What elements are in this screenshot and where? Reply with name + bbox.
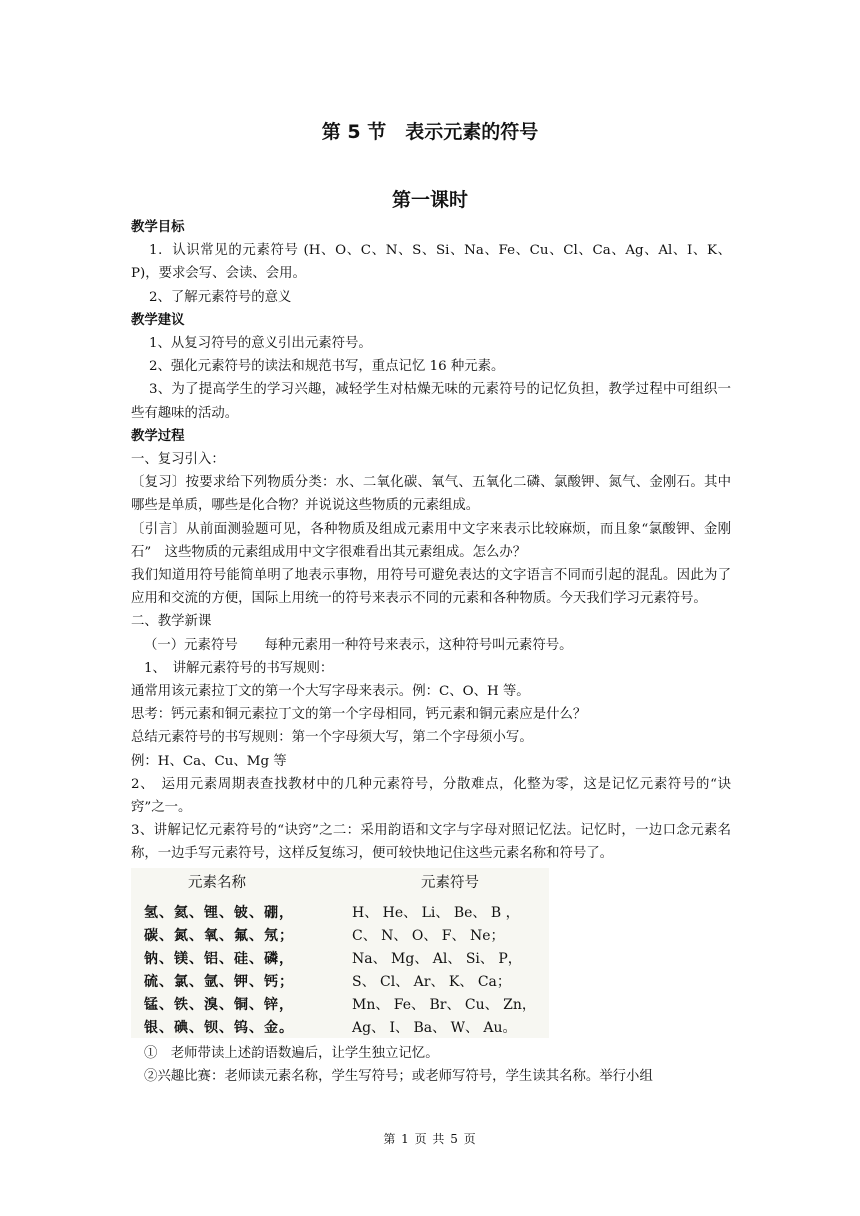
- goal-2: 2、了解元素符号的意义: [149, 289, 292, 305]
- thinking-question: 思考：钙元素和铜元素拉丁文的第一个字母相同，钙元素和铜元素应是什么？: [131, 707, 587, 723]
- element-symbols: Ag、 I、 Ba、 W、 Au。: [352, 1019, 517, 1036]
- activity-2: ②兴趣比赛：老师读元素名称，学生写符号；或老师写符号，学生读其名称。举行小组: [144, 1068, 653, 1084]
- element-symbols: H、 He、 Li、 Be、 B ，: [352, 904, 520, 921]
- trick-1: 2、 运用元素周期表查找教材中的几种元素符号，分散难点，化整为零，这是记忆元素符号的“诀窍”之一。: [131, 776, 731, 816]
- table-row: [131, 902, 549, 926]
- symbols-paragraph: 我们知道用符号能简单明了地表示事物，用符号可避免表达的文字语言不同而引起的混乱。因此为了应用和交流的方便，国际上用统一的符号来表示不同的元素和各种物质。今天我们学习元素符号。: [131, 568, 731, 607]
- trick-2: 3、讲解记忆元素符号的“诀窍”之二：采用韵语和文字与字母对照记忆法。记忆时，一边口念元素名称，一边手写元素符号，这样反复练习，便可较快地记住这些元素名称和符号了。: [131, 823, 731, 862]
- examples: 例：H、Ca、Cu、Mg 等: [131, 753, 287, 769]
- document-body: [131, 216, 731, 1088]
- writing-rule-summary: 总结元素符号的书写规则：第一个字母须大写，第二个字母须小写。: [131, 730, 533, 746]
- element-names: 碳、氮、氧、氟、氖；: [144, 927, 294, 944]
- advice-heading: 教学建议: [131, 312, 185, 328]
- advice-1: 1、从复习符号的意义引出元素符号。: [149, 336, 372, 352]
- element-names: 硫、氯、氩、钾、钙；: [144, 973, 294, 990]
- element-symbols: S、 Cl、 Ar、 K、 Ca；: [352, 973, 511, 990]
- element-names: 锰、铁、溴、铜、锌，: [144, 996, 294, 1013]
- advice-3: 3、为了提高学生的学习兴趣，减轻学生对枯燥无味的元素符号的记忆负担，教学过程中可组织一些有趣味的活动。: [131, 382, 731, 421]
- activity-1: ① 老师带读上述韵语数遍后，让学生独立记忆。: [144, 1045, 439, 1061]
- writing-rule-1: 通常用该元素拉丁文的第一个大写字母来表示。例：C、O、H 等。: [131, 684, 530, 700]
- table-row: [131, 1017, 549, 1041]
- element-rhyme-table: [131, 868, 549, 1038]
- element-names: 钠、镁、铝、硅、磷，: [144, 950, 294, 967]
- process-step-2: 二、教学新课: [131, 614, 212, 630]
- table-header-symbols: 元素符号: [421, 874, 479, 891]
- goals-heading: 教学目标: [131, 220, 185, 235]
- element-names: 银、碘、钡、钨、金。: [144, 1019, 294, 1036]
- table-row: [131, 994, 549, 1018]
- element-names: 氢、氦、锂、铍、硼，: [144, 904, 294, 921]
- table-row: [131, 971, 549, 995]
- element-symbols: Mn、 Fe、 Br、 Cu、 Zn，: [352, 996, 536, 1013]
- table-row: [131, 948, 549, 972]
- intro-paragraph: 〔引言〕从前面测验题可见，各种物质及组成元素用中文字来表示比较麻烦，而且象“氯酸钾、金刚石” 这些物质的元素组成用中文字很难看出其元素组成。怎么办？: [131, 521, 731, 560]
- process-step-1: 一、复习引入：: [131, 452, 225, 468]
- table-header-names: 元素名称: [188, 874, 246, 891]
- section-title: 第 5 节 表示元素的符号: [321, 121, 539, 143]
- process-heading: 教学过程: [131, 428, 185, 444]
- goal-1: 1．认识常见的元素符号 (H、O、C、N、S、Si、Na、Fe、Cu、Cl、Ca、Ag、Al、I、K、P)，要求会写、会读、会用。: [131, 243, 731, 282]
- review-paragraph: 〔复习〕按要求给下列物质分类：水、二氧化碳、氧气、五氧化二磷、氯酸钾、氮气、金刚石。其中哪些是单质，哪些是化合物？并说说这些物质的元素组成。: [131, 475, 731, 514]
- element-symbols: Na、 Mg、 Al、 Si、 P，: [352, 950, 522, 967]
- writing-rules-heading: 1、 讲解元素符号的书写规则：: [144, 660, 334, 676]
- table-row: [131, 925, 549, 949]
- element-symbol-definition: （一）元素符号 每种元素用一种符号来表示，这种符号叫元素符号。: [144, 637, 573, 653]
- page-number: 第 1 页 共 5 页: [383, 1132, 477, 1146]
- element-symbols: C、 N、 O、 F、 Ne；: [352, 927, 505, 944]
- lesson-subtitle: 第一课时: [391, 189, 468, 211]
- advice-2: 2、强化元素符号的读法和规范书写，重点记忆 16 种元素。: [149, 359, 505, 375]
